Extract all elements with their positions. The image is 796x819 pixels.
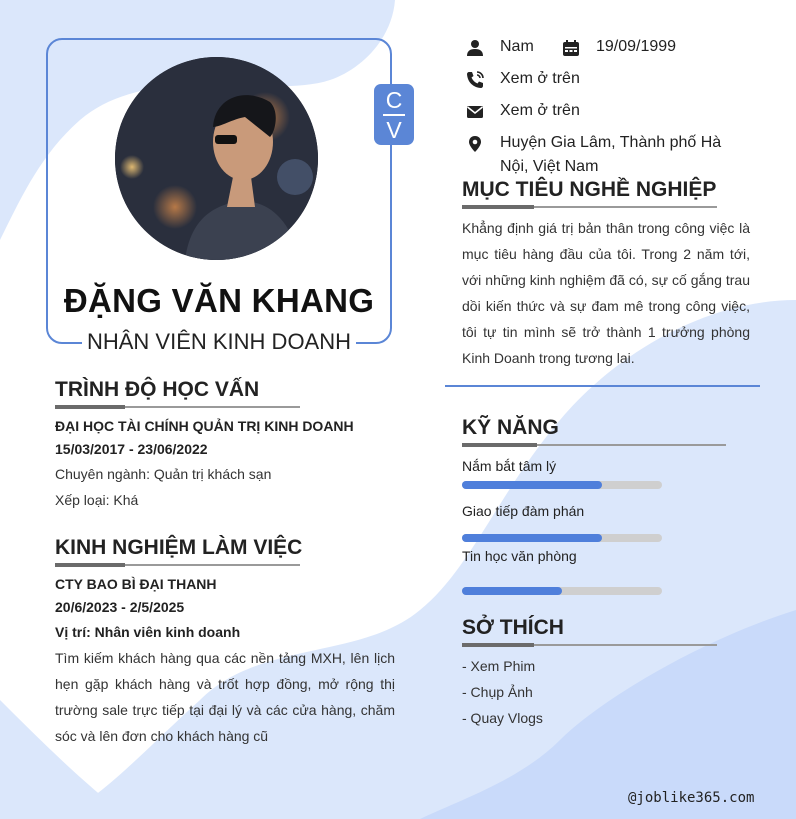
skill-bar-fill <box>462 587 562 595</box>
hobby-item: - Chụp Ảnh <box>462 684 533 700</box>
phone-value: Xem ở trên <box>500 70 580 87</box>
experience-position: Vị trí: Nhân viên kinh doanh <box>55 624 241 640</box>
objective-text: Khẳng định giá trị bản thân trong công việc là mục tiêu hàng đầu của tôi. Trong 2 năm tới, với những kinh nghiệm đã có, sự cố gắng trau dồi kiến thức và sự đam mê trong công việc, tôi tự tin mình sẽ trở thành 1 trưởng phòng Kinh Doanh trong tương lai. <box>462 220 750 366</box>
address-line-2: Nội, Việt Nam <box>500 158 599 175</box>
job-title: NHÂN VIÊN KINH DOANH <box>82 329 356 355</box>
skill-bar <box>462 534 662 542</box>
contact-gender <box>466 38 534 57</box>
education-heading: TRÌNH ĐỘ HỌC VẤN <box>55 378 260 401</box>
contact-email <box>466 102 580 121</box>
objective-heading-underline <box>462 206 717 208</box>
calendar-icon <box>562 39 580 57</box>
education-heading-underline <box>55 406 300 408</box>
gender-value: Nam <box>500 38 534 55</box>
education-school: ĐẠI HỌC TÀI CHÍNH QUẢN TRỊ KINH DOANH <box>55 418 354 434</box>
cv-badge <box>374 84 414 145</box>
contact-phone <box>466 70 580 89</box>
user-icon <box>466 39 484 57</box>
education-major: Chuyên ngành: Quản trị khách sạn <box>55 466 272 482</box>
hobby-item: - Quay Vlogs <box>462 710 543 726</box>
skill-bar-fill <box>462 481 602 489</box>
cv-badge-bottom: V <box>386 117 402 143</box>
education-period: 15/03/2017 - 23/06/2022 <box>55 441 208 457</box>
hobbies-heading: SỞ THÍCH <box>462 616 564 639</box>
map-pin-icon <box>466 135 484 153</box>
address-line-1: Huyện Gia Lâm, Thành phố Hà <box>500 134 722 151</box>
experience-company: CTY BAO BÌ ĐẠI THANH <box>55 576 217 592</box>
experience-heading: KINH NGHIỆM LÀM VIỆC <box>55 536 303 559</box>
birth-date-value: 19/09/1999 <box>596 38 677 55</box>
skill-bar <box>462 481 662 489</box>
skill-label: Nắm bắt tâm lý <box>462 458 557 474</box>
contact-birth-date <box>562 38 676 57</box>
candidate-name: ĐẶNG VĂN KHANG <box>63 282 375 319</box>
phone-icon <box>466 71 484 89</box>
hobby-item: - Xem Phim <box>462 658 536 674</box>
experience-description: Tìm kiếm khách hàng qua các nền tảng MXH, lên lịch hẹn gặp khách hàng và trốt hợp đồng, mở rộng thị trường sale trực tiếp tại đại lý và các cửa hàng, chăm sóc và lên đơn cho khách hàng cũ <box>55 650 395 744</box>
cv-badge-top: C <box>385 87 403 113</box>
profile-photo <box>115 57 318 260</box>
contact-address <box>466 134 721 179</box>
skill-label: Giao tiếp đàm phán <box>462 503 585 519</box>
skill-bar <box>462 587 662 595</box>
envelope-icon <box>466 103 484 121</box>
objective-heading: MỤC TIÊU NGHỀ NGHIỆP <box>462 178 717 201</box>
skills-heading-underline <box>462 444 726 446</box>
skill-bar-fill <box>462 534 602 542</box>
education-rank: Xếp loại: Khá <box>55 492 139 508</box>
skills-heading: KỸ NĂNG <box>462 416 559 439</box>
email-value: Xem ở trên <box>500 102 580 119</box>
experience-heading-underline <box>55 564 300 566</box>
skill-label: Tin học văn phòng <box>462 548 577 564</box>
section-divider <box>445 385 760 387</box>
site-watermark: @joblike365.com <box>628 790 755 806</box>
experience-period: 20/6/2023 - 2/5/2025 <box>55 599 185 615</box>
hobbies-heading-underline <box>462 644 717 646</box>
